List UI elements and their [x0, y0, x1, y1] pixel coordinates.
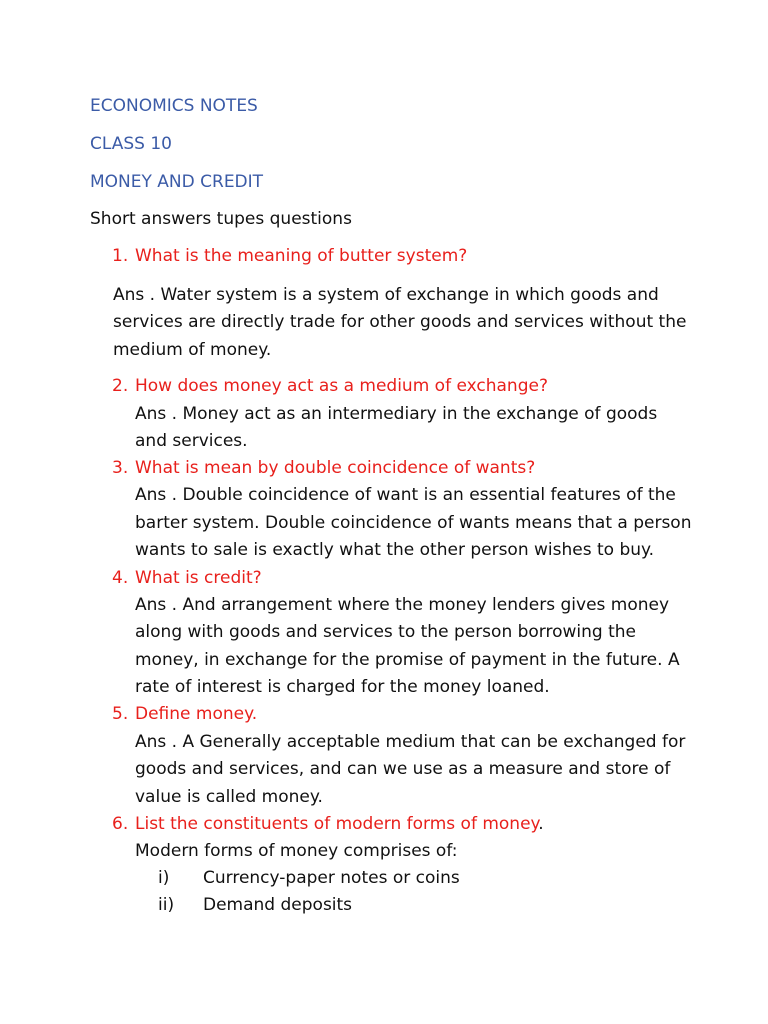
sub-item-text: Currency-paper notes or coins	[203, 868, 460, 888]
question-text: Define money.	[135, 704, 258, 724]
question-text: How does money act as a medium of exchange?	[135, 376, 548, 396]
question-number: 1.	[112, 246, 129, 266]
doc-title: ECONOMICS NOTES	[90, 96, 258, 116]
answer-line: barter system. Double coincidence of wants means that a person	[135, 513, 692, 533]
answer-line: money, in exchange for the promise of payment in the future. A	[135, 650, 680, 670]
sub-item-text: Demand deposits	[203, 895, 353, 915]
answer-line: medium of money.	[113, 340, 272, 360]
question-suffix: .	[538, 814, 544, 834]
answer-line: goods and services, and can we use as a measure and store of	[135, 759, 671, 779]
answer-line: wants to sale is exactly what the other person wishes to buy.	[135, 540, 655, 560]
question-number: 3.	[112, 458, 129, 478]
question-line	[135, 816, 544, 833]
question-text: What is credit?	[135, 568, 262, 588]
answer-line: Ans . A Generally acceptable medium that can be exchanged for	[135, 732, 686, 752]
answer-line: Ans . Money act as an intermediary in the exchange of goods	[135, 404, 658, 424]
answer-line: rate of interest is charged for the money loaned.	[135, 677, 550, 697]
answer-line: Ans . Water system is a system of exchange in which goods and	[113, 285, 659, 305]
question-number: 6.	[112, 814, 129, 834]
answer-line: and services.	[135, 431, 248, 451]
question-number: 4.	[112, 568, 129, 588]
class-heading: CLASS 10	[90, 134, 172, 154]
answer-line: Modern forms of money comprises of:	[135, 841, 458, 861]
sub-item-marker: ii)	[158, 895, 175, 915]
section-label: Short answers tupes questions	[90, 209, 352, 229]
answer-line: Ans . And arrangement where the money lenders gives money	[135, 595, 670, 615]
answer-line: along with goods and services to the person borrowing the	[135, 622, 637, 642]
question-number: 5.	[112, 704, 129, 724]
question-number: 2.	[112, 376, 129, 396]
question-text: What is the meaning of butter system?	[135, 246, 468, 266]
answer-line: value is called money.	[135, 787, 323, 807]
question-text: What is mean by double coincidence of wants?	[135, 458, 536, 478]
chapter-heading: MONEY AND CREDIT	[90, 172, 264, 192]
sub-item-marker: i)	[158, 868, 170, 888]
question-text: List the constituents of modern forms of money	[135, 814, 539, 834]
answer-line: services are directly trade for other goods and services without the	[113, 312, 687, 332]
answer-line: Ans . Double coincidence of want is an essential features of the	[135, 485, 676, 505]
